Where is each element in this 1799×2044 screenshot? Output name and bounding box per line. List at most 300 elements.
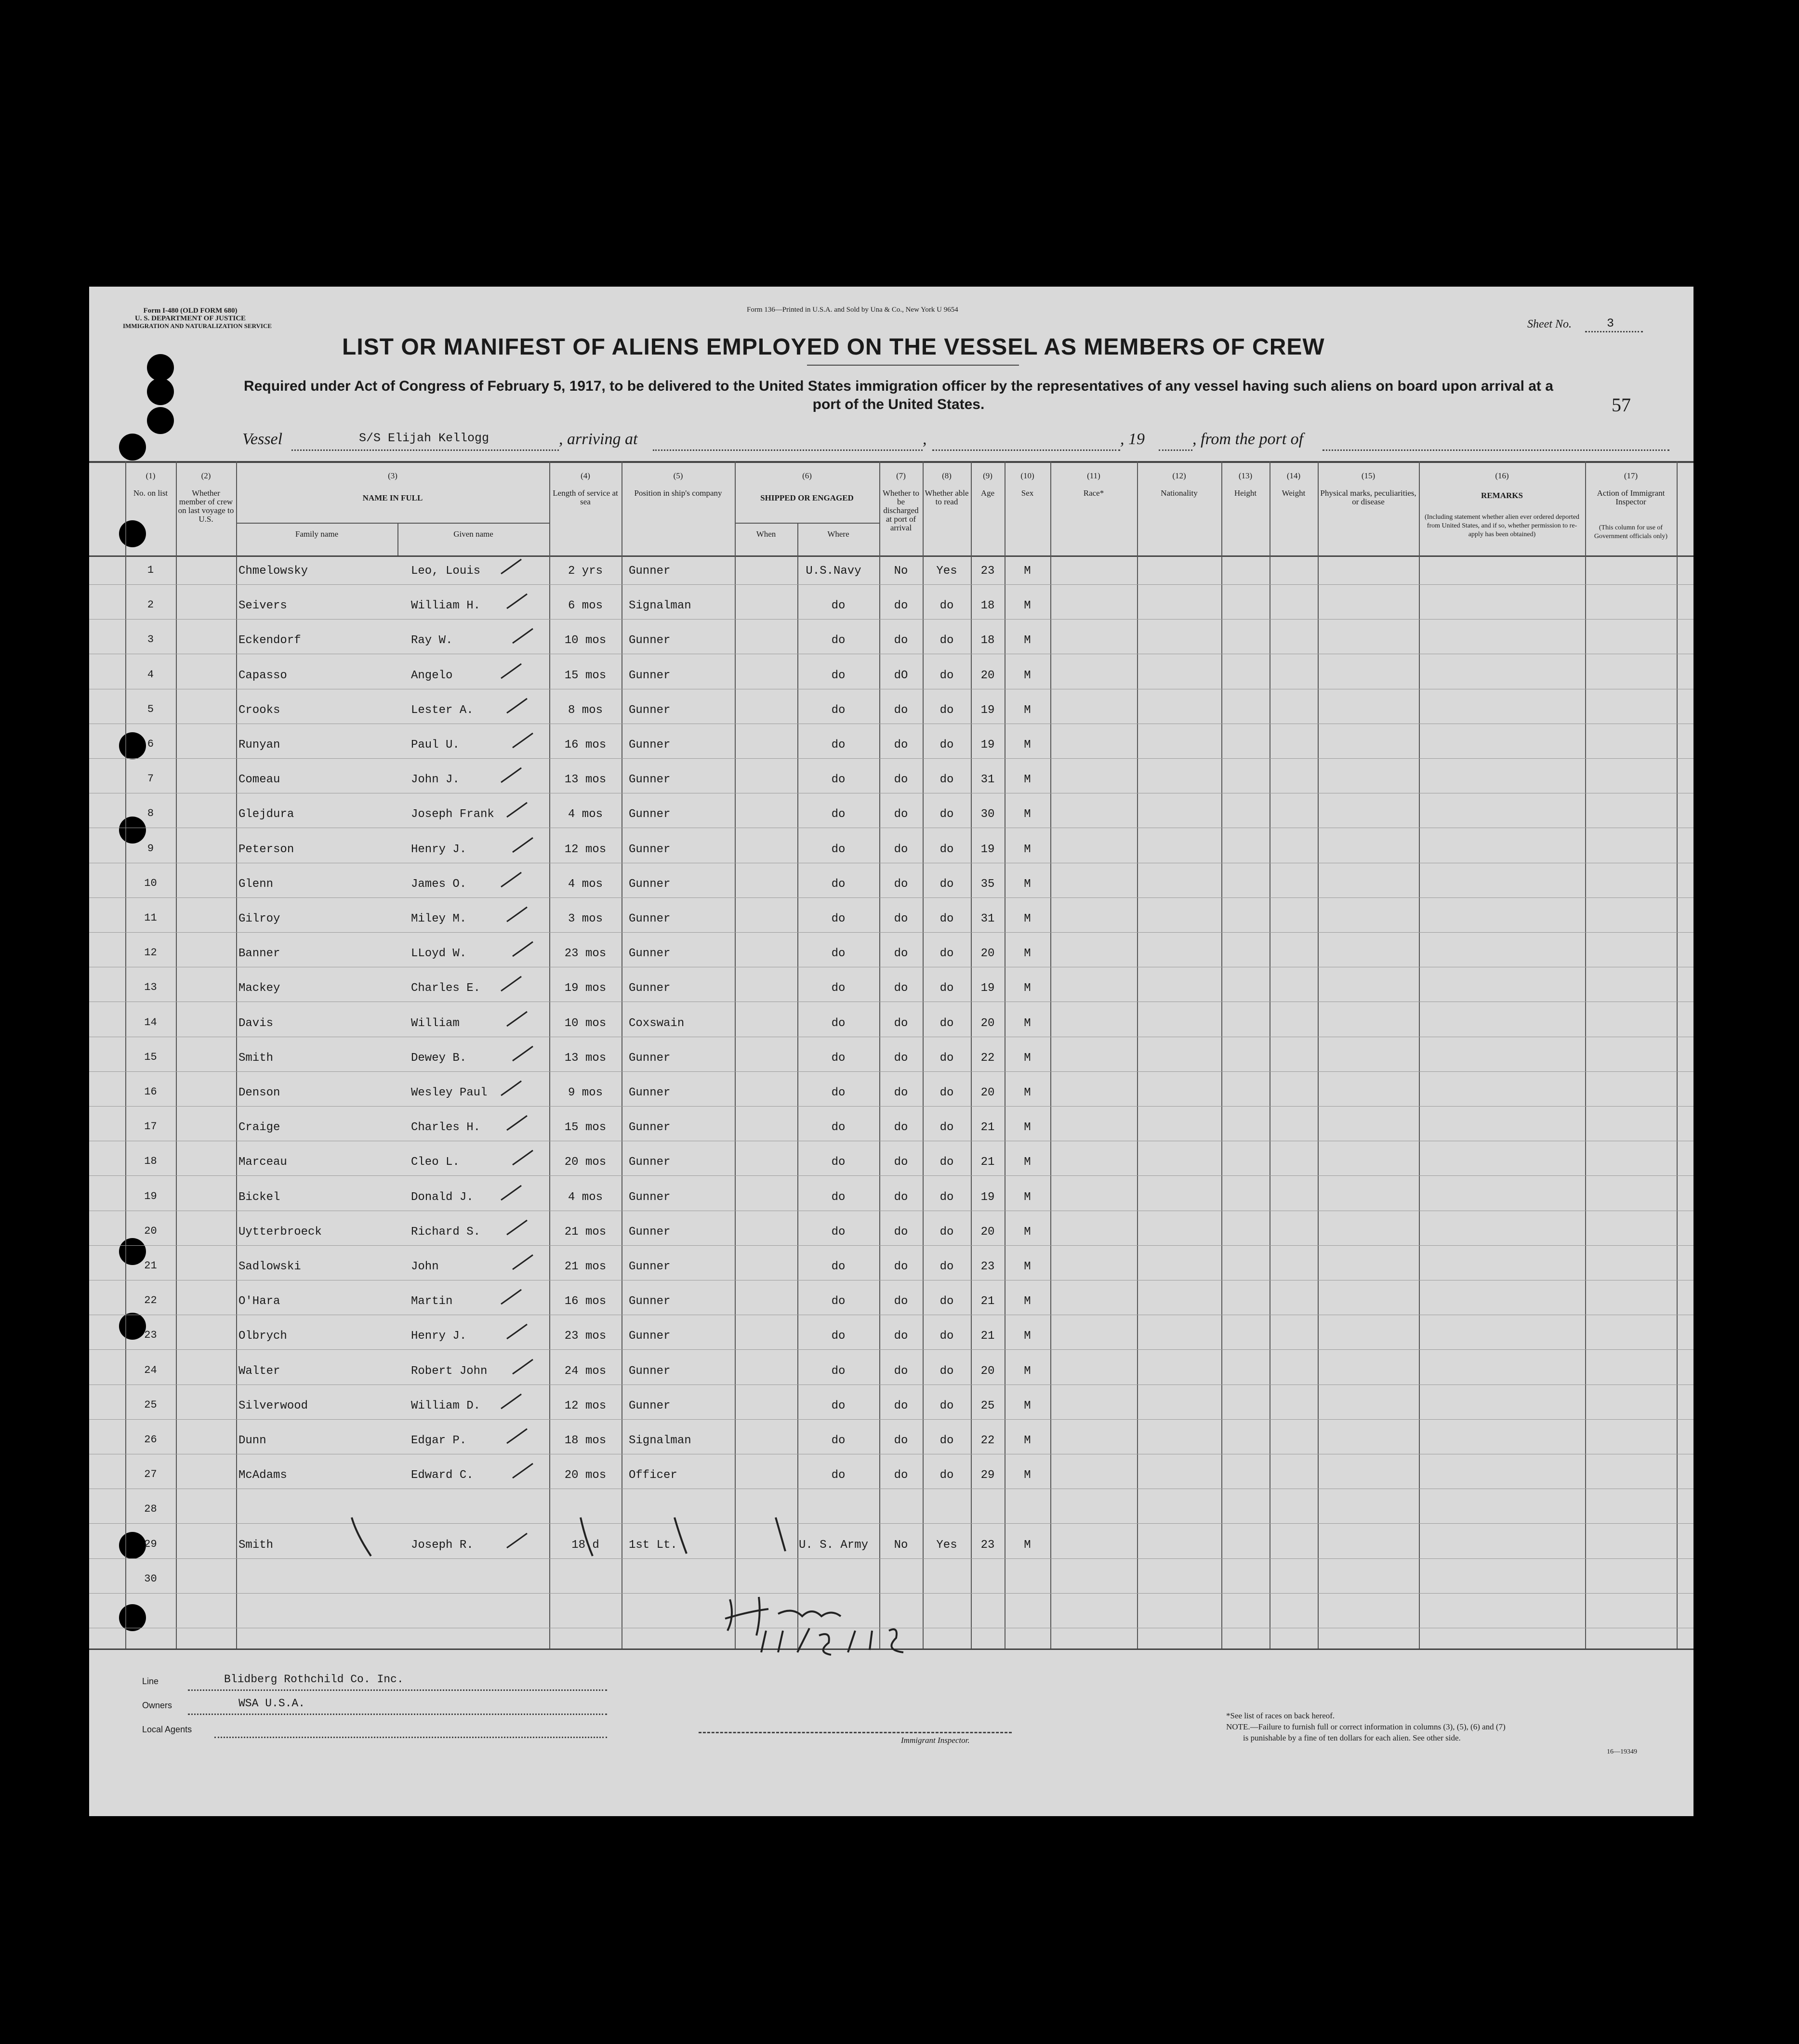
column-header: Whether member of crew on last voyage to U.S.	[178, 488, 234, 524]
manifest-title: LIST OR MANIFEST OF ALIENS EMPLOYED ON THE VESSEL AS MEMBERS OF CREW	[342, 334, 1325, 360]
discharged-cell: dO	[894, 669, 908, 682]
family-name-cell: Glejdura	[238, 808, 294, 821]
age-cell: 20	[980, 1086, 995, 1099]
owners-label: Owners	[142, 1701, 172, 1710]
age-cell: 21	[980, 1156, 995, 1169]
sex-cell: M	[1024, 1086, 1031, 1099]
age-cell: 25	[980, 1399, 995, 1412]
shipped-where-cell: do	[831, 1469, 846, 1482]
inspector-signature-line	[699, 1732, 1012, 1733]
check-mark	[513, 838, 533, 852]
age-cell: 21	[980, 1295, 995, 1308]
discharged-cell: do	[894, 1365, 908, 1378]
column-number: (7)	[896, 471, 906, 480]
age-cell: 18	[980, 599, 995, 612]
family-name-cell: Denson	[238, 1086, 280, 1099]
column-header: Nationality	[1161, 488, 1198, 498]
row-number: 20	[144, 1225, 157, 1237]
given-name-cell: Donald J.	[411, 1191, 474, 1204]
shipped-where-cell: do	[831, 738, 846, 752]
discharged-cell: do	[894, 704, 908, 717]
column-number: (17)	[1624, 471, 1638, 480]
family-name-cell: Comeau	[238, 773, 280, 786]
able-to-read-cell: do	[939, 878, 954, 891]
check-mark	[501, 1290, 521, 1304]
check-mark	[501, 976, 521, 991]
column-number: (9)	[983, 471, 992, 480]
service-length-cell: 13 mos	[564, 773, 607, 786]
check-mark	[507, 1220, 527, 1235]
service-length-cell: 20 mos	[564, 1156, 607, 1169]
service-length-cell: 4 mos	[568, 808, 603, 821]
discharged-cell: do	[894, 1399, 908, 1412]
able-to-read-cell: do	[939, 669, 954, 682]
discharged-cell: No	[894, 1539, 908, 1552]
given-name-cell: Ray W.	[411, 634, 453, 647]
family-name-subhead: Family name	[295, 529, 339, 539]
check-mark	[507, 594, 527, 608]
position-cell: Gunner	[629, 1086, 671, 1099]
position-cell: Gunner	[629, 808, 671, 821]
column-number: (16)	[1495, 471, 1509, 480]
column-number: (12)	[1172, 471, 1186, 480]
family-name-cell: Crooks	[238, 704, 280, 717]
given-name-cell: Henry J.	[411, 1330, 467, 1343]
position-cell: Gunner	[629, 669, 671, 682]
column-number: (1)	[146, 471, 156, 480]
given-name-cell: Angelo	[411, 669, 453, 682]
sex-cell: M	[1024, 1156, 1031, 1169]
column-header: Race*	[1083, 488, 1104, 498]
position-cell: Gunner	[629, 912, 671, 925]
able-to-read-cell: do	[939, 947, 954, 960]
row-number: 11	[144, 912, 157, 924]
column-number: (6)	[802, 471, 812, 480]
position-cell: Coxswain	[629, 1017, 685, 1030]
discharged-cell: do	[894, 1226, 908, 1239]
column-header: Position in ship's company	[634, 488, 722, 498]
row-number: 18	[144, 1155, 157, 1167]
service-length-cell: 18 mos	[564, 1434, 607, 1447]
position-cell: Gunner	[629, 1365, 671, 1378]
family-name-cell: Walter	[238, 1365, 280, 1378]
requirement-text-port: port of the United States.	[812, 396, 985, 412]
shipped-where-cell: do	[831, 1191, 846, 1204]
service-length-cell: 3 mos	[568, 912, 603, 925]
age-cell: 29	[980, 1469, 995, 1482]
service-length-cell: 13 mos	[564, 1052, 607, 1065]
row-number: 22	[144, 1294, 157, 1306]
service-length-cell: 12 mos	[564, 1399, 607, 1412]
ditto-strokes	[352, 1517, 785, 1556]
department-name: U. S. DEPARTMENT OF JUSTICE	[134, 315, 246, 322]
discharged-cell: do	[894, 738, 908, 752]
family-name-cell: Smith	[238, 1052, 274, 1065]
able-to-read-cell: do	[939, 1469, 954, 1482]
discharged-cell: do	[894, 1434, 908, 1447]
position-cell: Signalman	[629, 1434, 691, 1447]
column-header: Action of Immigrant Inspector	[1597, 488, 1665, 506]
sex-cell: M	[1024, 843, 1031, 856]
service-length-cell: 16 mos	[564, 1295, 607, 1308]
position-cell: Gunner	[629, 1295, 671, 1308]
given-name-cell: Paul U.	[411, 738, 460, 752]
discharged-cell: do	[894, 1191, 908, 1204]
shipped-where-cell: do	[831, 1365, 846, 1378]
family-name-cell: Olbrych	[238, 1330, 287, 1343]
check-mark	[513, 1464, 533, 1478]
age-cell: 31	[980, 773, 995, 786]
arriving-label: , arriving at	[559, 430, 638, 448]
family-name-cell: Chmelowsky	[238, 565, 308, 578]
check-mark	[507, 699, 527, 713]
penalty-note: NOTE.—Failure to furnish full or correct information in columns (3), (5), (6) and (7)	[1226, 1722, 1506, 1731]
check-mark	[507, 803, 527, 817]
position-cell: Officer	[629, 1469, 677, 1482]
service-length-cell: 12 mos	[564, 843, 607, 856]
position-cell: Gunner	[629, 634, 671, 647]
position-cell: Signalman	[629, 599, 691, 612]
service-length-cell: 4 mos	[568, 1191, 603, 1204]
discharged-cell: do	[894, 1469, 908, 1482]
shipped-where-cell: do	[831, 669, 846, 682]
discharged-cell: do	[894, 808, 908, 821]
position-cell: Gunner	[629, 773, 671, 786]
age-cell: 31	[980, 912, 995, 925]
from-port-label: , from the port of	[1192, 430, 1304, 448]
shipped-where-cell: do	[831, 599, 846, 612]
row-number: 5	[147, 703, 154, 715]
printer-note: Form 136—Printed in U.S.A. and Sold by Una & Co., New York U 9654	[747, 306, 958, 314]
given-name-cell: Lester A.	[411, 704, 474, 717]
shipped-where-cell: do	[831, 1295, 846, 1308]
position-cell: Gunner	[629, 1226, 671, 1239]
shipped-where-cell: do	[831, 878, 846, 891]
service-length-cell: 19 mos	[564, 982, 607, 995]
given-name-cell: Charles E.	[411, 982, 481, 995]
row-number: 3	[147, 633, 154, 646]
sex-cell: M	[1024, 1469, 1031, 1482]
able-to-read-cell: do	[939, 1330, 954, 1343]
column-number: (15)	[1361, 471, 1376, 480]
row-number: 14	[144, 1016, 157, 1029]
check-mark	[501, 1081, 521, 1095]
column-header: No. on list	[133, 488, 168, 498]
family-name-cell: Glenn	[238, 878, 274, 891]
able-to-read-cell: do	[939, 808, 954, 821]
row-number: 8	[147, 807, 154, 819]
sex-cell: M	[1024, 669, 1031, 682]
given-name-cell: Edward C.	[411, 1469, 474, 1482]
column-number: (14)	[1286, 471, 1301, 480]
position-cell: Gunner	[629, 1399, 671, 1412]
arriving-comma: ,	[923, 430, 927, 448]
discharged-cell: No	[894, 565, 908, 578]
given-name-cell: Richard S.	[411, 1226, 481, 1239]
line-label: Line	[142, 1676, 159, 1686]
discharged-cell: do	[894, 1330, 908, 1343]
sheet-label: Sheet No.	[1527, 318, 1572, 330]
family-name-cell: Dunn	[238, 1434, 266, 1447]
inspector-label: Immigrant Inspector.	[901, 1736, 970, 1745]
shipped-where-cell: do	[831, 1226, 846, 1239]
able-to-read-cell: do	[939, 1399, 954, 1412]
sex-cell: M	[1024, 1017, 1031, 1030]
able-to-read-cell: do	[939, 1017, 954, 1030]
column-header: Sex	[1021, 488, 1034, 498]
service-length-cell: 6 mos	[568, 599, 603, 612]
able-to-read-cell: do	[939, 1052, 954, 1065]
family-name-cell: Capasso	[238, 669, 287, 682]
age-cell: 21	[980, 1330, 995, 1343]
column-header: Whether able to read	[925, 488, 969, 506]
sex-cell: M	[1024, 1121, 1031, 1134]
able-to-read-cell: do	[939, 1260, 954, 1273]
column-number: (5)	[673, 471, 683, 480]
age-cell: 19	[980, 843, 995, 856]
column-header: REMARKS	[1481, 491, 1523, 500]
shipped-where-cell: do	[831, 1052, 846, 1065]
sex-cell: M	[1024, 947, 1031, 960]
given-name-cell: Leo, Louis	[411, 565, 481, 578]
shipped-where-cell: do	[831, 1434, 846, 1447]
given-name-cell: Wesley Paul	[411, 1086, 488, 1099]
service-length-cell: 18 d	[571, 1539, 599, 1552]
age-cell: 19	[980, 1191, 995, 1204]
check-mark	[501, 664, 521, 678]
service-length-cell: 10 mos	[564, 1017, 607, 1030]
able-to-read-cell: do	[939, 1295, 954, 1308]
sex-cell: M	[1024, 878, 1031, 891]
age-cell: 20	[980, 1365, 995, 1378]
sex-cell: M	[1024, 1295, 1031, 1308]
discharged-cell: do	[894, 1086, 908, 1099]
service-length-cell: 21 mos	[564, 1226, 607, 1239]
family-name-cell: Mackey	[238, 982, 280, 995]
column-header: Weight	[1282, 488, 1306, 498]
shipped-where-cell: do	[831, 1260, 846, 1273]
vessel-name: S/S Elijah Kellogg	[359, 431, 489, 445]
row-number: 27	[144, 1468, 157, 1480]
vessel-label: Vessel	[242, 430, 283, 448]
discharged-cell: do	[894, 1121, 908, 1134]
shipped-where-cell: do	[831, 982, 846, 995]
sex-cell: M	[1024, 1052, 1031, 1065]
able-to-read-cell: do	[939, 738, 954, 752]
sex-cell: M	[1024, 912, 1031, 925]
check-mark	[513, 1046, 533, 1061]
remarks-subhead: (Including statement whether alien ever ordered deported from United States, and if so, whether permission to re-apply has been obtained)	[1424, 514, 1580, 538]
check-mark	[501, 559, 521, 574]
line-value: Blidberg Rothchild Co. Inc.	[224, 1673, 404, 1686]
service-length-cell: 21 mos	[564, 1260, 607, 1273]
column-number: (4)	[581, 471, 590, 480]
given-name-cell: Joseph R.	[411, 1539, 474, 1552]
check-mark	[507, 1324, 527, 1339]
given-name-cell: Henry J.	[411, 843, 467, 856]
check-mark	[513, 1359, 533, 1374]
sex-cell: M	[1024, 565, 1031, 578]
sex-cell: M	[1024, 1191, 1031, 1204]
when-subhead: When	[756, 529, 776, 539]
position-cell: Gunner	[629, 1330, 671, 1343]
discharged-cell: do	[894, 634, 908, 647]
column-header: Height	[1234, 488, 1257, 498]
discharged-cell: do	[894, 1052, 908, 1065]
column-number: (3)	[388, 471, 397, 480]
column-number: (2)	[201, 471, 211, 480]
position-cell: Gunner	[629, 1260, 671, 1273]
sex-cell: M	[1024, 1330, 1031, 1343]
position-cell: Gunner	[629, 738, 671, 752]
given-name-cell: Edgar P.	[411, 1434, 467, 1447]
discharged-cell: do	[894, 599, 908, 612]
age-cell: 20	[980, 947, 995, 960]
check-mark	[501, 1186, 521, 1200]
family-name-cell: Marceau	[238, 1156, 287, 1169]
position-cell: Gunner	[629, 1052, 671, 1065]
check-mark	[513, 1150, 533, 1165]
row-number: 6	[147, 738, 154, 750]
age-cell: 19	[980, 982, 995, 995]
service-name: IMMIGRATION AND NATURALIZATION SERVICE	[123, 322, 272, 330]
shipped-where-cell: do	[831, 1156, 846, 1169]
where-subhead: Where	[827, 529, 849, 539]
age-cell: 35	[980, 878, 995, 891]
able-to-read-cell: do	[939, 704, 954, 717]
position-cell: Gunner	[629, 843, 671, 856]
position-cell: Gunner	[629, 982, 671, 995]
age-cell: 19	[980, 738, 995, 752]
given-name-cell: Cleo L.	[411, 1156, 460, 1169]
family-name-cell: Bickel	[238, 1191, 280, 1204]
given-name-cell: Martin	[411, 1295, 453, 1308]
position-cell: Gunner	[629, 704, 671, 717]
service-length-cell: 10 mos	[564, 634, 607, 647]
check-mark	[507, 1533, 527, 1548]
age-cell: 23	[980, 565, 995, 578]
family-name-cell: Banner	[238, 947, 280, 960]
able-to-read-cell: do	[939, 912, 954, 925]
year-label: , 19	[1120, 430, 1145, 448]
sex-cell: M	[1024, 738, 1031, 752]
age-cell: 23	[980, 1260, 995, 1273]
sex-cell: M	[1024, 1539, 1031, 1552]
row-number: 19	[144, 1190, 157, 1202]
sex-cell: M	[1024, 982, 1031, 995]
requirement-text: Required under Act of Congress of February 5, 1917, to be delivered to the United States immigration officer by the representatives of any vessel having such aliens on board upon arrival at a	[244, 378, 1553, 394]
shipped-where-cell: do	[831, 773, 846, 786]
check-mark	[513, 733, 533, 748]
races-note: *See list of races on back hereof.	[1226, 1711, 1335, 1720]
age-cell: 30	[980, 808, 995, 821]
able-to-read-cell: do	[939, 1365, 954, 1378]
age-cell: 20	[980, 1017, 995, 1030]
age-cell: 19	[980, 704, 995, 717]
row-number: 2	[147, 599, 154, 611]
check-mark	[513, 629, 533, 643]
shipped-where-cell: do	[831, 1017, 846, 1030]
sex-cell: M	[1024, 634, 1031, 647]
position-cell: Gunner	[629, 947, 671, 960]
service-length-cell: 16 mos	[564, 738, 607, 752]
check-mark	[513, 1255, 533, 1269]
age-cell: 22	[980, 1434, 995, 1447]
row-number: 26	[144, 1434, 157, 1446]
discharged-cell: do	[894, 947, 908, 960]
position-cell: Gunner	[629, 1156, 671, 1169]
age-cell: 22	[980, 1052, 995, 1065]
shipped-where-cell: do	[831, 704, 846, 717]
row-number: 4	[147, 669, 154, 681]
form-number: Form I-480 (OLD FORM 680)	[143, 307, 238, 315]
check-mark	[507, 907, 527, 922]
discharged-cell: do	[894, 843, 908, 856]
age-cell: 20	[980, 669, 995, 682]
service-length-cell: 8 mos	[568, 704, 603, 717]
shipped-where-cell: do	[831, 634, 846, 647]
able-to-read-cell: do	[939, 843, 954, 856]
row-number: 12	[144, 947, 157, 959]
shipped-where-cell: U. S. Army	[798, 1539, 869, 1552]
able-to-read-cell: do	[939, 599, 954, 612]
given-name-cell: Miley M.	[411, 912, 467, 925]
row-number: 21	[144, 1260, 157, 1272]
able-to-read-cell: do	[939, 982, 954, 995]
column-number: (11)	[1087, 471, 1100, 480]
column-header: Age	[980, 488, 995, 498]
sex-cell: M	[1024, 1365, 1031, 1378]
given-name-subhead: Given name	[453, 529, 493, 539]
check-mark	[501, 1394, 521, 1409]
family-name-cell: Silverwood	[238, 1399, 308, 1412]
discharged-cell: do	[894, 982, 908, 995]
inspector-subhead: (This column for use of Government officials only)	[1594, 524, 1668, 540]
row-number: 25	[144, 1399, 157, 1411]
column-number: (10)	[1020, 471, 1034, 480]
able-to-read-cell: do	[939, 1434, 954, 1447]
row-number: 28	[144, 1503, 157, 1515]
service-length-cell: 23 mos	[564, 947, 607, 960]
given-name-cell: John	[411, 1260, 439, 1273]
given-name-cell: William H.	[411, 599, 481, 612]
sex-cell: M	[1024, 808, 1031, 821]
family-name-cell: Eckendorf	[238, 634, 301, 647]
given-name-cell: Joseph Frank	[411, 808, 494, 821]
sheet-number: 3	[1607, 316, 1614, 330]
column-header: SHIPPED OR ENGAGED	[760, 493, 854, 502]
check-mark	[507, 1429, 527, 1443]
owners-rule	[188, 1714, 607, 1715]
shipped-where-cell: do	[831, 808, 846, 821]
row-number: 10	[144, 877, 157, 889]
age-cell: 18	[980, 634, 995, 647]
row-number: 29	[144, 1538, 157, 1550]
given-name-cell: John J.	[411, 773, 460, 786]
age-cell: 20	[980, 1226, 995, 1239]
page-number: 57	[1612, 394, 1631, 416]
check-mark	[501, 872, 521, 887]
family-name-cell: Uytterbroeck	[238, 1226, 322, 1239]
handwritten-marks	[89, 287, 1693, 1816]
discharged-cell: do	[894, 1260, 908, 1273]
local-agents-rule	[214, 1737, 607, 1738]
check-mark	[501, 768, 521, 782]
service-length-cell: 4 mos	[568, 878, 603, 891]
shipped-where-cell: do	[831, 843, 846, 856]
local-agents-label: Local Agents	[142, 1725, 192, 1734]
given-name-cell: William	[411, 1017, 460, 1030]
